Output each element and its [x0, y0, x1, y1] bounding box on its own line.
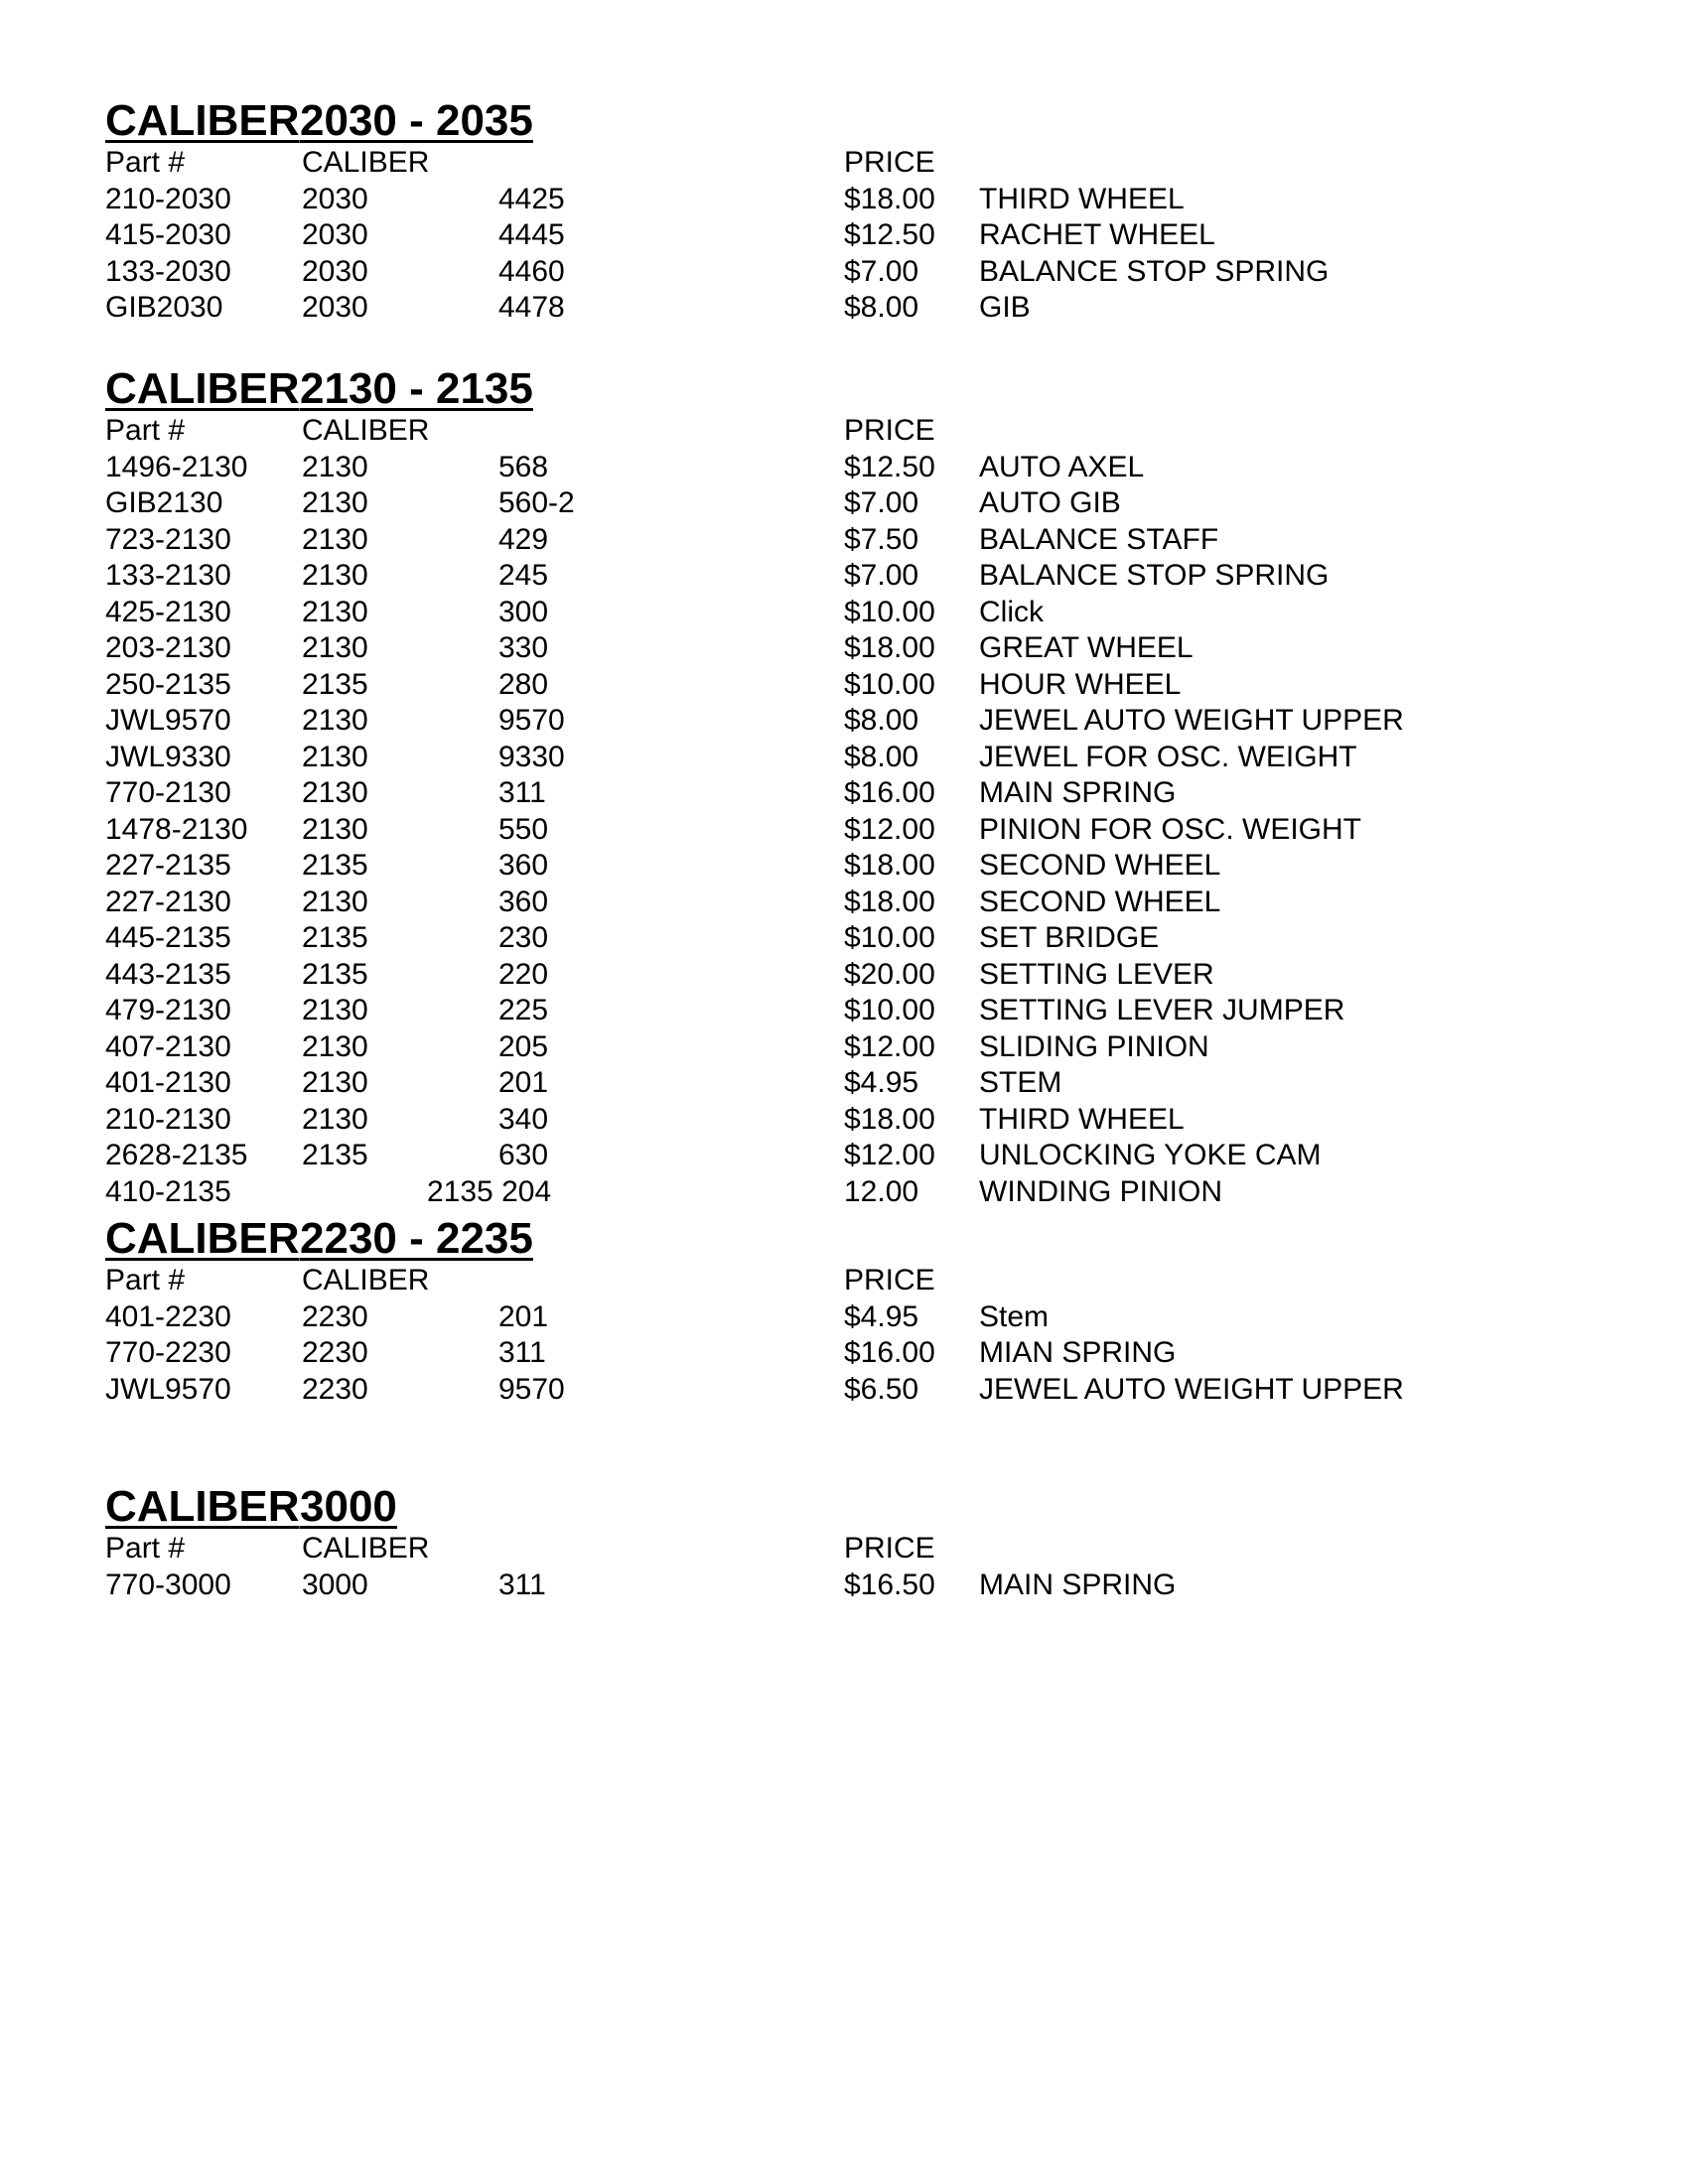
reference-number: 230 [498, 921, 549, 954]
part-description: GIB [979, 291, 1031, 324]
column-header-part: Part # [105, 1532, 186, 1565]
caliber-number: 2030 [302, 218, 368, 251]
caliber-number: 2135 [302, 1139, 368, 1171]
caliber-number: 2135 [302, 849, 368, 882]
caliber-number: 2130 [302, 522, 368, 556]
column-header-row [105, 145, 1495, 182]
price: $18.00 [844, 1102, 935, 1136]
price: $12.50 [844, 450, 935, 483]
reference-number: 9570 [498, 1372, 565, 1406]
part-description: MAIN SPRING [979, 776, 1177, 809]
table-row [105, 254, 1495, 291]
part-description: SETTING LEVER [979, 957, 1214, 991]
table-row [105, 558, 1495, 595]
table-row [105, 1335, 1495, 1372]
part-description: WINDING PINION [979, 1174, 1222, 1208]
column-header-caliber: CALIBER [302, 1532, 430, 1565]
price: $18.00 [844, 182, 935, 215]
part-description: Click [979, 595, 1044, 628]
reference-number: 4425 [498, 182, 565, 215]
price: $12.00 [844, 1029, 935, 1063]
part-number: 445-2135 [105, 921, 231, 954]
price: $8.00 [844, 291, 919, 324]
price: $4.95 [844, 1066, 919, 1099]
table-row [105, 1372, 1495, 1409]
part-description: MIAN SPRING [979, 1336, 1177, 1369]
part-description: AUTO AXEL [979, 450, 1145, 483]
reference-number: 360 [498, 849, 549, 882]
table-row [105, 993, 1495, 1029]
part-number: JWL9570 [105, 1372, 231, 1406]
part-number: 227-2130 [105, 885, 231, 918]
part-number: 401-2230 [105, 1299, 231, 1333]
reference-number: 311 [498, 1336, 546, 1369]
price: $10.00 [844, 667, 935, 701]
part-description: RACHET WHEEL [979, 218, 1215, 251]
reference-number: 2135 204 [427, 1174, 552, 1208]
table-row [105, 1174, 1495, 1211]
reference-number: 245 [498, 559, 549, 592]
caliber-number: 2230 [302, 1372, 368, 1406]
section-title-range: 2230 - 2235 [300, 1214, 533, 1263]
part-description: JEWEL AUTO WEIGHT UPPER [979, 1372, 1404, 1406]
column-header-price: PRICE [844, 414, 935, 447]
price: $10.00 [844, 921, 935, 954]
part-description: MAIN SPRING [979, 1568, 1177, 1601]
column-header-caliber: CALIBER [302, 146, 430, 179]
table-row [105, 1029, 1495, 1066]
caliber-number: 2130 [302, 595, 368, 628]
table-row [105, 485, 1495, 522]
part-number: 210-2030 [105, 182, 231, 215]
reference-number: 220 [498, 957, 549, 991]
price: $12.00 [844, 1139, 935, 1171]
part-number: 133-2030 [105, 254, 231, 288]
part-description: PINION FOR OSC. WEIGHT [979, 812, 1362, 846]
price: $7.50 [844, 522, 919, 556]
price: $16.00 [844, 1336, 935, 1369]
part-description: THIRD WHEEL [979, 1102, 1185, 1136]
part-description: JEWEL AUTO WEIGHT UPPER [979, 704, 1404, 737]
table-row [105, 1568, 1495, 1604]
part-number: 210-2130 [105, 1102, 231, 1136]
section-title-word: CALIBER [105, 1214, 300, 1263]
part-description: UNLOCKING YOKE CAM [979, 1139, 1322, 1171]
caliber-number: 2230 [302, 1336, 368, 1369]
reference-number: 311 [498, 1568, 546, 1601]
column-header-price: PRICE [844, 1532, 935, 1565]
price: $12.50 [844, 218, 935, 251]
reference-number: 9330 [498, 740, 565, 773]
table-row [105, 1299, 1495, 1336]
price: $7.00 [844, 254, 919, 288]
table-row [105, 703, 1495, 740]
reference-number: 429 [498, 522, 549, 556]
price: $8.00 [844, 740, 919, 773]
price: $8.00 [844, 704, 919, 737]
caliber-number: 2230 [302, 1299, 368, 1333]
reference-number: 201 [498, 1066, 549, 1099]
part-description: GREAT WHEEL [979, 631, 1194, 664]
caliber-number: 2130 [302, 776, 368, 809]
part-description: BALANCE STOP SPRING [979, 254, 1330, 288]
price: $20.00 [844, 957, 935, 991]
table-row [105, 775, 1495, 812]
caliber-number: 2130 [302, 704, 368, 737]
reference-number: 9570 [498, 704, 565, 737]
caliber-number: 2130 [302, 1029, 368, 1063]
table-row [105, 450, 1495, 486]
reference-number: 568 [498, 450, 549, 483]
price: $4.95 [844, 1299, 919, 1333]
column-header-caliber: CALIBER [302, 1264, 430, 1297]
section-title [105, 365, 1495, 413]
reference-number: 4460 [498, 254, 565, 288]
part-description: BALANCE STAFF [979, 522, 1219, 556]
price: $6.50 [844, 1372, 919, 1406]
caliber-number: 2135 [302, 921, 368, 954]
part-number: JWL9330 [105, 740, 231, 773]
table-row [105, 595, 1495, 631]
reference-number: 330 [498, 631, 549, 664]
caliber-number: 2130 [302, 812, 368, 846]
table-row [105, 182, 1495, 218]
column-header-part: Part # [105, 146, 186, 179]
column-header-part: Part # [105, 414, 186, 447]
part-description: SECOND WHEEL [979, 849, 1221, 882]
price: $18.00 [844, 849, 935, 882]
part-number: 443-2135 [105, 957, 231, 991]
caliber-number: 2130 [302, 450, 368, 483]
part-number: 1496-2130 [105, 450, 248, 483]
reference-number: 225 [498, 994, 549, 1026]
price: $18.00 [844, 885, 935, 918]
price: $10.00 [844, 595, 935, 628]
part-number: 770-3000 [105, 1568, 231, 1601]
caliber-section [105, 1483, 1495, 1603]
table-row [105, 290, 1495, 327]
price: $18.00 [844, 631, 935, 664]
part-number: 770-2230 [105, 1336, 231, 1369]
reference-number: 280 [498, 667, 549, 701]
table-row [105, 920, 1495, 957]
column-header-price: PRICE [844, 146, 935, 179]
part-description: JEWEL FOR OSC. WEIGHT [979, 740, 1357, 773]
table-row [105, 667, 1495, 704]
section-title [105, 97, 1495, 145]
table-row [105, 957, 1495, 994]
section-title-word: CALIBER [105, 364, 300, 413]
reference-number: 340 [498, 1102, 549, 1136]
caliber-number: 2135 [302, 667, 368, 701]
reference-number: 311 [498, 776, 546, 809]
column-header-row [105, 1531, 1495, 1568]
section-title-range: 2030 - 2035 [300, 96, 533, 145]
part-description: SLIDING PINION [979, 1029, 1209, 1063]
caliber-number: 2135 [302, 957, 368, 991]
part-number: GIB2130 [105, 486, 223, 519]
column-header-caliber: CALIBER [302, 414, 430, 447]
price: $12.00 [844, 812, 935, 846]
part-number: 410-2135 [105, 1174, 231, 1208]
price: 12.00 [844, 1174, 919, 1208]
caliber-number: 2130 [302, 1066, 368, 1099]
table-row [105, 740, 1495, 776]
caliber-number: 2130 [302, 1102, 368, 1136]
table-row [105, 1102, 1495, 1139]
caliber-number: 2030 [302, 182, 368, 215]
reference-number: 560-2 [498, 486, 575, 519]
caliber-number: 2130 [302, 740, 368, 773]
table-row [105, 1138, 1495, 1174]
caliber-number: 2130 [302, 885, 368, 918]
price: $16.50 [844, 1568, 935, 1601]
section-title-range: 3000 [300, 1482, 397, 1531]
caliber-number: 2030 [302, 291, 368, 324]
part-number: 407-2130 [105, 1029, 231, 1063]
part-description: STEM [979, 1066, 1062, 1099]
part-number: 415-2030 [105, 218, 231, 251]
table-row [105, 812, 1495, 849]
caliber-number: 3000 [302, 1568, 368, 1601]
caliber-number: 2130 [302, 631, 368, 664]
table-row [105, 848, 1495, 885]
part-description: SECOND WHEEL [979, 885, 1221, 918]
section-title [105, 1483, 1495, 1531]
part-number: 401-2130 [105, 1066, 231, 1099]
reference-number: 300 [498, 595, 549, 628]
part-description: SETTING LEVER JUMPER [979, 994, 1345, 1026]
part-number: 133-2130 [105, 559, 231, 592]
part-number: 479-2130 [105, 994, 231, 1026]
price: $16.00 [844, 776, 935, 809]
table-row [105, 630, 1495, 667]
part-description: THIRD WHEEL [979, 182, 1185, 215]
table-row [105, 1065, 1495, 1102]
part-number: GIB2030 [105, 291, 223, 324]
caliber-number: 2130 [302, 559, 368, 592]
section-title-word: CALIBER [105, 1482, 300, 1531]
part-description: BALANCE STOP SPRING [979, 559, 1330, 592]
price: $10.00 [844, 994, 935, 1026]
table-row [105, 217, 1495, 254]
column-header-price: PRICE [844, 1264, 935, 1297]
part-number: 250-2135 [105, 667, 231, 701]
reference-number: 550 [498, 812, 549, 846]
reference-number: 630 [498, 1139, 549, 1171]
caliber-section [105, 97, 1495, 327]
part-description: Stem [979, 1299, 1050, 1333]
section-title [105, 1215, 1495, 1263]
reference-number: 4445 [498, 218, 565, 251]
part-description: AUTO GIB [979, 486, 1121, 519]
section-title-word: CALIBER [105, 96, 300, 145]
section-title-range: 2130 - 2135 [300, 364, 533, 413]
column-header-part: Part # [105, 1264, 186, 1297]
part-number: 2628-2135 [105, 1139, 248, 1171]
part-number: 1478-2130 [105, 812, 248, 846]
part-number: 723-2130 [105, 522, 231, 556]
reference-number: 205 [498, 1029, 549, 1063]
part-number: JWL9570 [105, 704, 231, 737]
column-header-row [105, 1263, 1495, 1299]
table-row [105, 885, 1495, 921]
part-number: 425-2130 [105, 595, 231, 628]
part-description: HOUR WHEEL [979, 667, 1182, 701]
part-description: SET BRIDGE [979, 921, 1160, 954]
reference-number: 360 [498, 885, 549, 918]
caliber-section [105, 365, 1495, 1210]
caliber-number: 2130 [302, 994, 368, 1026]
price: $7.00 [844, 486, 919, 519]
reference-number: 201 [498, 1299, 549, 1333]
part-number: 770-2130 [105, 776, 231, 809]
caliber-number: 2130 [302, 486, 368, 519]
part-number: 227-2135 [105, 849, 231, 882]
table-row [105, 522, 1495, 559]
price: $7.00 [844, 559, 919, 592]
reference-number: 4478 [498, 291, 565, 324]
column-header-row [105, 413, 1495, 450]
caliber-section [105, 1215, 1495, 1408]
caliber-number: 2030 [302, 254, 368, 288]
part-number: 203-2130 [105, 631, 231, 664]
